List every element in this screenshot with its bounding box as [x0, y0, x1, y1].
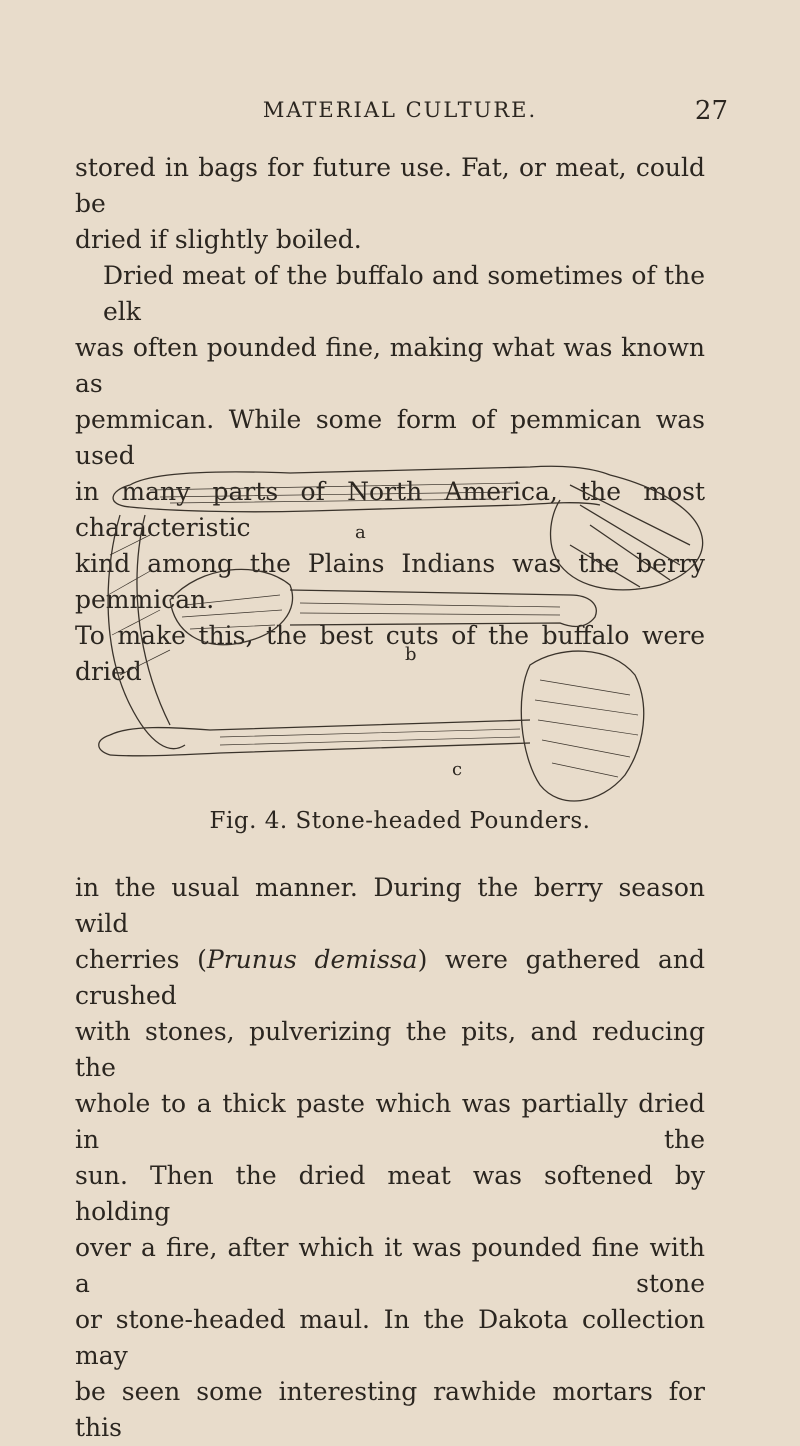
- text-line: Dried meat of the buffalo and sometimes of the elk: [103, 261, 705, 326]
- stone-pounders-illustration: [90, 445, 710, 815]
- pounder-b: [170, 569, 596, 644]
- text-line: in many parts of North America, the most characteristic: [75, 477, 705, 542]
- text-line: kind among the Plains Indians was the berry pemmican.: [75, 549, 705, 614]
- text-run: cherries (: [75, 945, 207, 974]
- species-name: Prunus demissa: [206, 945, 418, 974]
- text-line: stored in bags for future use. Fat, or meat, could be: [75, 153, 705, 218]
- figure-label-a: a: [355, 522, 366, 543]
- text-line: was often pounded fine, making what was known as: [75, 333, 705, 398]
- text-line: whole to a thick paste which was partially dried in the: [75, 1089, 705, 1154]
- figure-caption: Fig. 4. Stone-headed Pounders.: [209, 808, 591, 834]
- running-title: MATERIAL CULTURE.: [262, 98, 538, 122]
- text-line: dried if slightly boiled.: [75, 225, 362, 254]
- text-line: in the usual manner. During the berry season wild: [75, 873, 705, 938]
- text-run: ) were gathered and crushed: [75, 945, 705, 1010]
- figure-label-c: c: [452, 759, 463, 780]
- text-line: be seen some interesting rawhide mortars for this: [75, 1377, 705, 1442]
- pounder-a: [108, 466, 703, 748]
- paragraph-bottom: [75, 870, 705, 1446]
- text-line: sun. Then the dried meat was softened by holding: [75, 1161, 705, 1226]
- figure-label-b: b: [405, 644, 417, 665]
- text-line: with stones, pulverizing the pits, and reducing the: [75, 1017, 705, 1082]
- page-number: 27: [694, 96, 728, 126]
- text-line: pemmican. While some form of pemmican was used: [75, 405, 705, 470]
- text-line: over a fire, after which it was pounded fine with a stone: [75, 1233, 705, 1298]
- text-line: or stone-headed maul. In the Dakota collection may: [75, 1305, 705, 1370]
- text-line: To make this, the best cuts of the buffalo were dried: [75, 621, 705, 686]
- pounder-c: [99, 651, 644, 801]
- text-line: [75, 942, 705, 1014]
